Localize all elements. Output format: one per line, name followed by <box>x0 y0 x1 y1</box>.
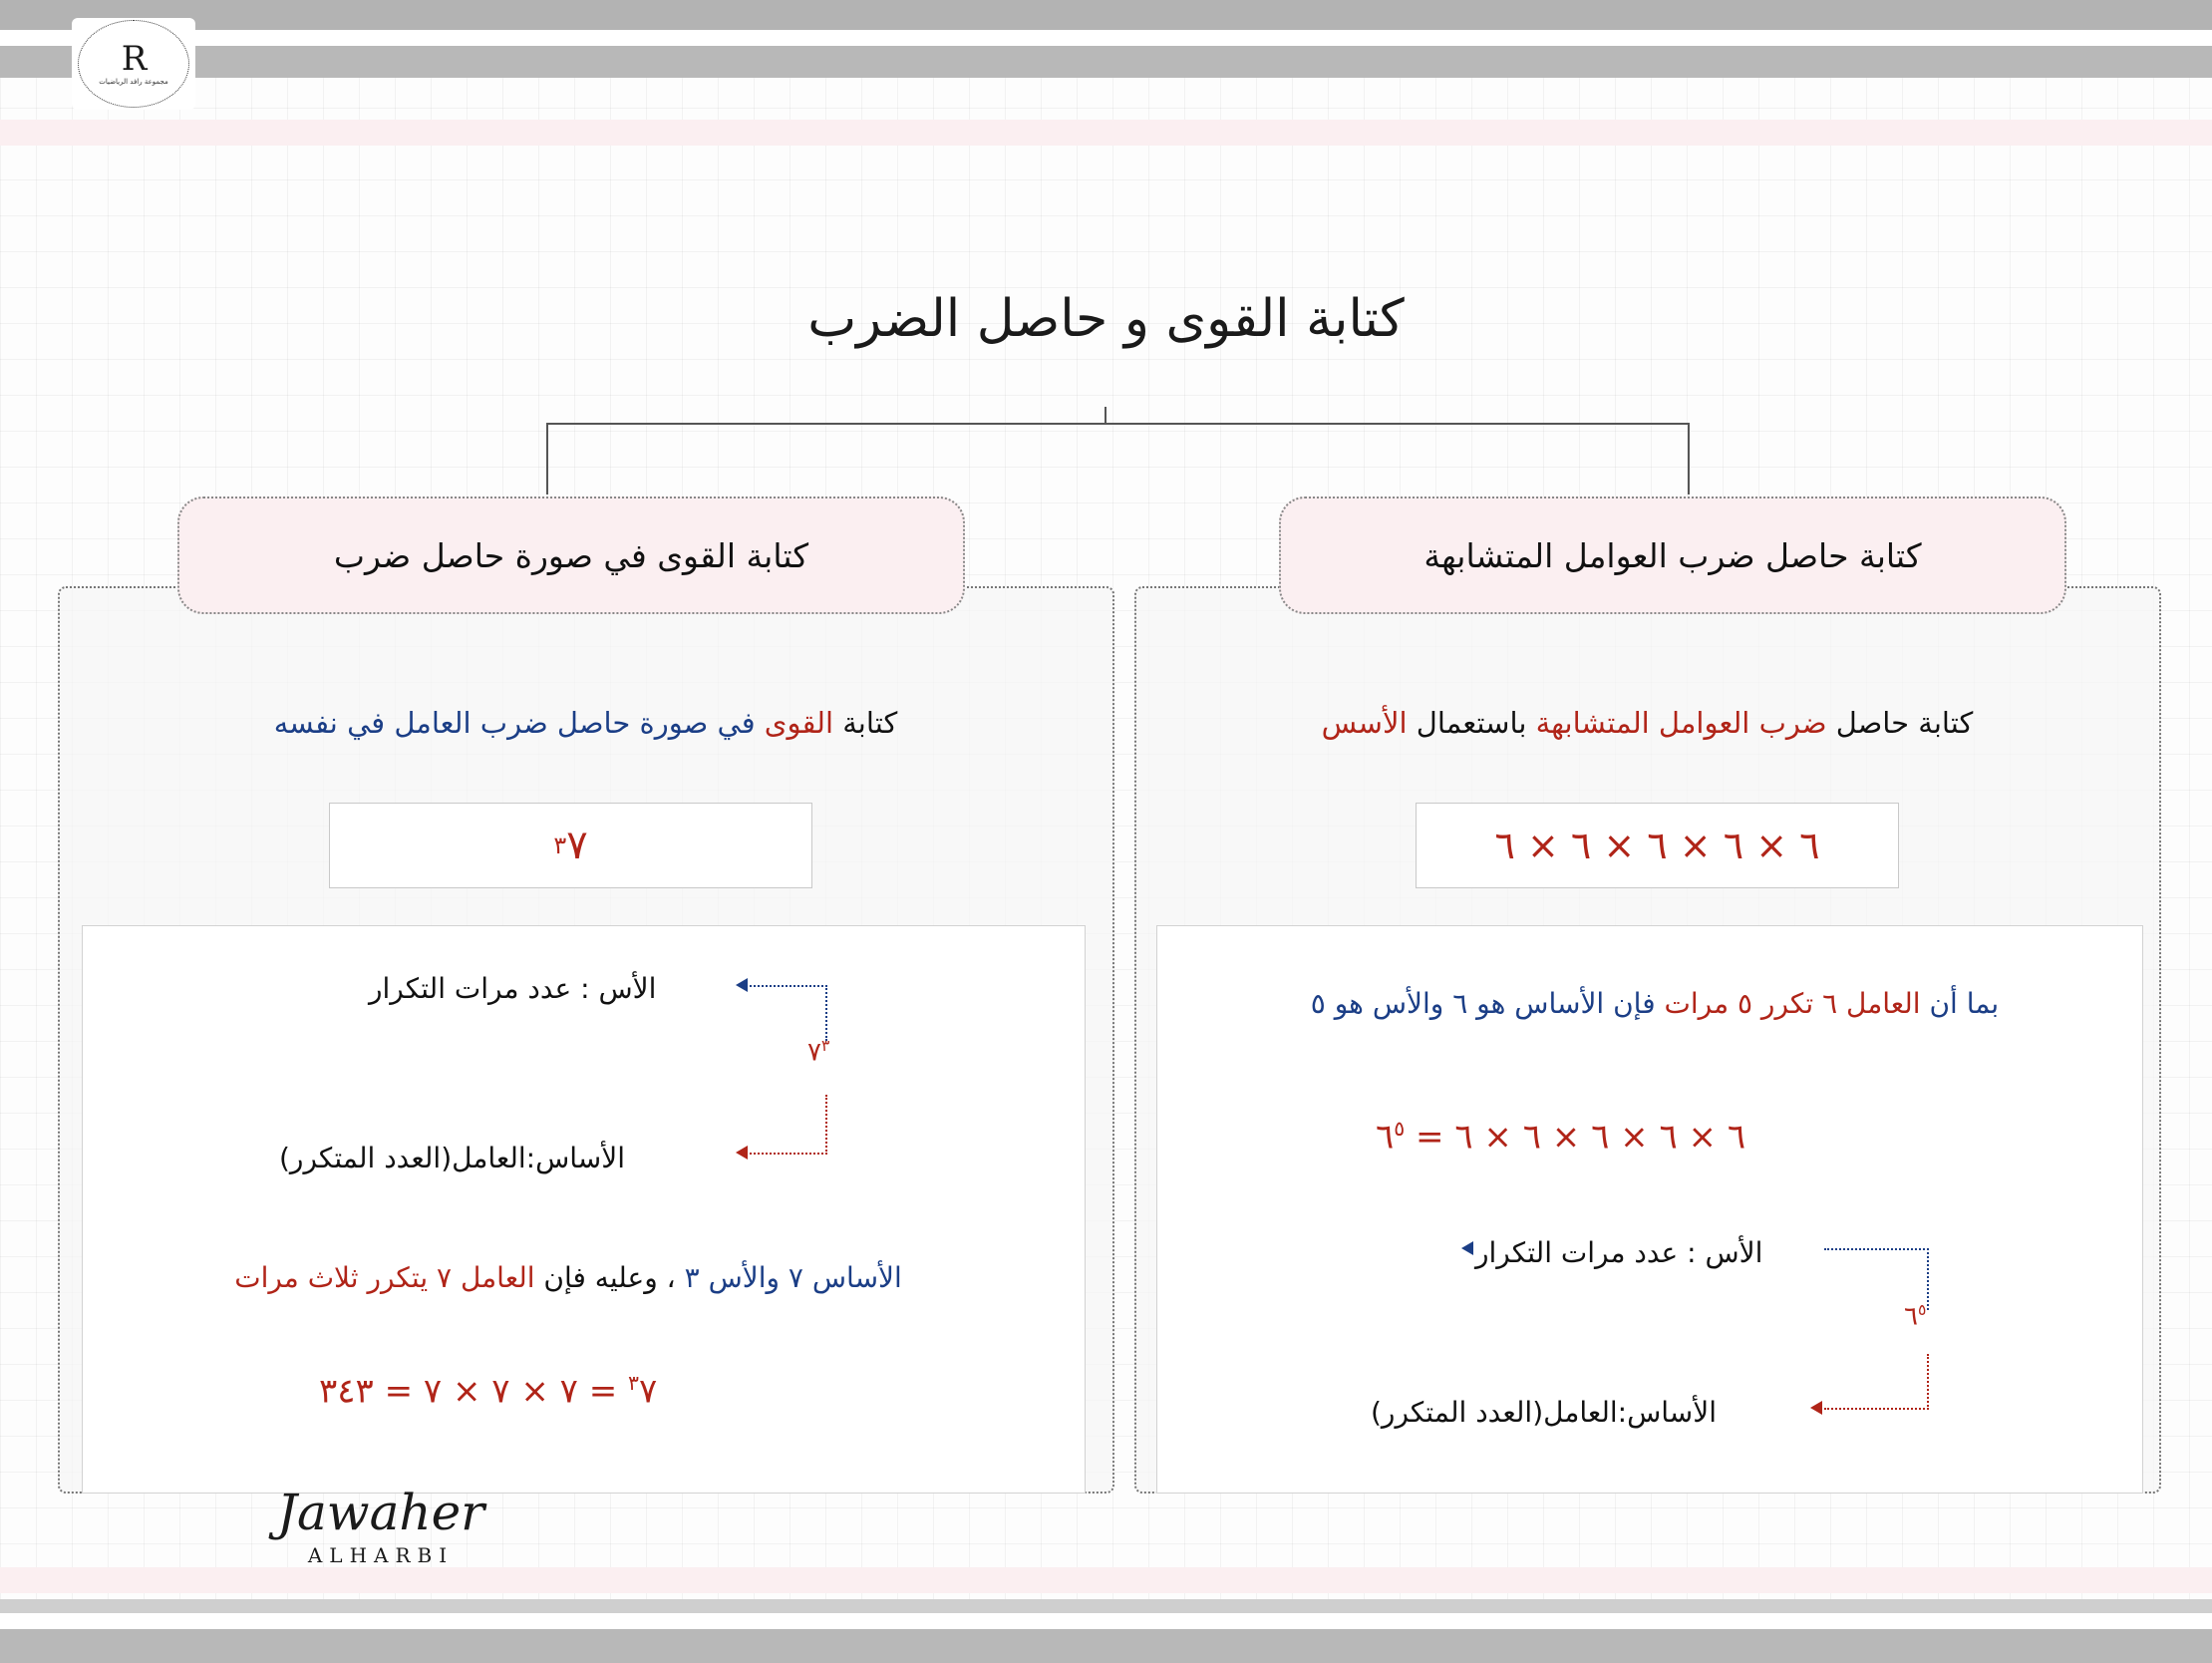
logo-caption: مجموعة رافد الرياضيات <box>99 78 168 86</box>
final-left-text: ٧ = ٧ × ٧ × ٧ = ٣٤٣ <box>319 1371 658 1412</box>
caption-left-part3: في صورة حاصل <box>547 706 765 740</box>
connector-horizontal <box>546 423 1690 425</box>
explain-left-part2: ، وعليه فإن <box>534 1261 676 1294</box>
base-leader-right-v <box>1927 1354 1929 1410</box>
caption-right-part4: الأسس <box>1321 706 1408 740</box>
power-left <box>807 1037 829 1068</box>
exponent-arrow-right <box>1461 1241 1473 1255</box>
bottom-bar-pink <box>0 1567 2212 1593</box>
bottom-bar-grey-secondary <box>0 1599 2212 1613</box>
expression-left-base: ٧ <box>566 823 588 868</box>
exponent-leader-left-v <box>825 985 827 1041</box>
power-right <box>1904 1301 1926 1332</box>
power-left-base: ٧ <box>807 1037 821 1068</box>
explain-right <box>1206 987 2103 1020</box>
explain-left-part1: الأساس ٧ والأس ٣ <box>675 1261 902 1294</box>
power-right-base: ٦ <box>1904 1301 1918 1332</box>
top-bar-grey-secondary <box>0 46 2212 78</box>
branch-heading-left: كتابة القوى في صورة حاصل ضرب <box>177 497 965 614</box>
expression-box-left <box>329 803 812 888</box>
exponent-leader-right-v <box>1927 1248 1929 1310</box>
base-leader-right-h <box>1824 1408 1929 1410</box>
top-bar-pink <box>0 120 2212 146</box>
top-bar-white <box>0 30 2212 46</box>
result-right-exponent: ٥ <box>1394 1117 1406 1141</box>
signature-block <box>231 1484 530 1567</box>
caption-right-part1: كتابة حاصل <box>1826 706 1974 740</box>
exponent-leader-right-h <box>1824 1248 1929 1250</box>
expression-box-right <box>1416 803 1899 888</box>
logo-letter: R <box>121 39 147 79</box>
bottom-bar-grey <box>0 1629 2212 1663</box>
explain-right-part2: العامل ٦ تكرر ٥ مرات <box>1664 987 1921 1020</box>
branch-heading-right: كتابة حاصل ضرب العوامل المتشابهة <box>1279 497 2066 614</box>
explain-right-part3: فإن الأساس هو ٦ والأس هو ٥ <box>1310 987 1665 1020</box>
exponent-leader-left-h <box>750 985 827 987</box>
top-bar-grey <box>0 0 2212 30</box>
caption-left-part2: القوى <box>764 706 834 740</box>
explain-right-part1: بما أن <box>1920 987 2000 1020</box>
explain-left-part3: العامل ٧ يتكرر ثلاث مرات <box>234 1261 535 1294</box>
brand-logo <box>72 18 195 110</box>
branch-caption-left <box>70 706 1102 740</box>
base-arrow-right <box>1810 1401 1822 1415</box>
result-right <box>1376 1117 1745 1157</box>
caption-right-part2: ضرب العوامل المتشابهة <box>1535 706 1827 740</box>
label-exponent-left: الأس : عدد مرات التكرار <box>369 972 657 1005</box>
base-leader-left-h <box>750 1153 827 1155</box>
label-base-right: الأساس:العامل(العدد المتكرر) <box>1371 1396 1718 1429</box>
page-title: كتابة القوى و حاصل الضرب <box>807 289 1405 349</box>
expression-left-exponent: ٣ <box>553 832 567 859</box>
explain-left <box>140 1261 997 1294</box>
result-right-text: ٦ × ٦ × ٦ × ٦ × ٦ = ٦ <box>1376 1117 1746 1158</box>
connector-branch-right <box>1688 423 1690 495</box>
power-right-exponent: ٥ <box>1917 1301 1927 1319</box>
caption-left-part4: ضرب العامل في نفسه <box>273 706 548 740</box>
connector-branch-left <box>546 423 548 495</box>
base-leader-left-v <box>825 1095 827 1155</box>
base-arrow-left <box>736 1146 748 1160</box>
caption-left-part1: كتابة <box>833 706 898 740</box>
signature-name: Jawaher <box>276 1484 485 1541</box>
label-base-left: الأساس:العامل(العدد المتكرر) <box>279 1142 626 1174</box>
label-exponent-right: الأس : عدد مرات التكرار <box>1475 1236 1763 1269</box>
caption-right-part3: باستعمال <box>1407 706 1536 740</box>
branch-caption-right <box>1146 706 2148 740</box>
signature-subtitle: ALHARBI <box>307 1543 455 1567</box>
logo-circle <box>78 20 189 108</box>
expression-right: ٦ × ٦ × ٦ × ٦ × ٦ <box>1494 824 1820 867</box>
power-left-exponent: ٣ <box>820 1037 830 1055</box>
bottom-bar-white <box>0 1613 2212 1629</box>
exponent-arrow-left <box>736 978 748 992</box>
final-left-exponent: ٣ <box>628 1371 639 1395</box>
final-left <box>319 1371 657 1411</box>
